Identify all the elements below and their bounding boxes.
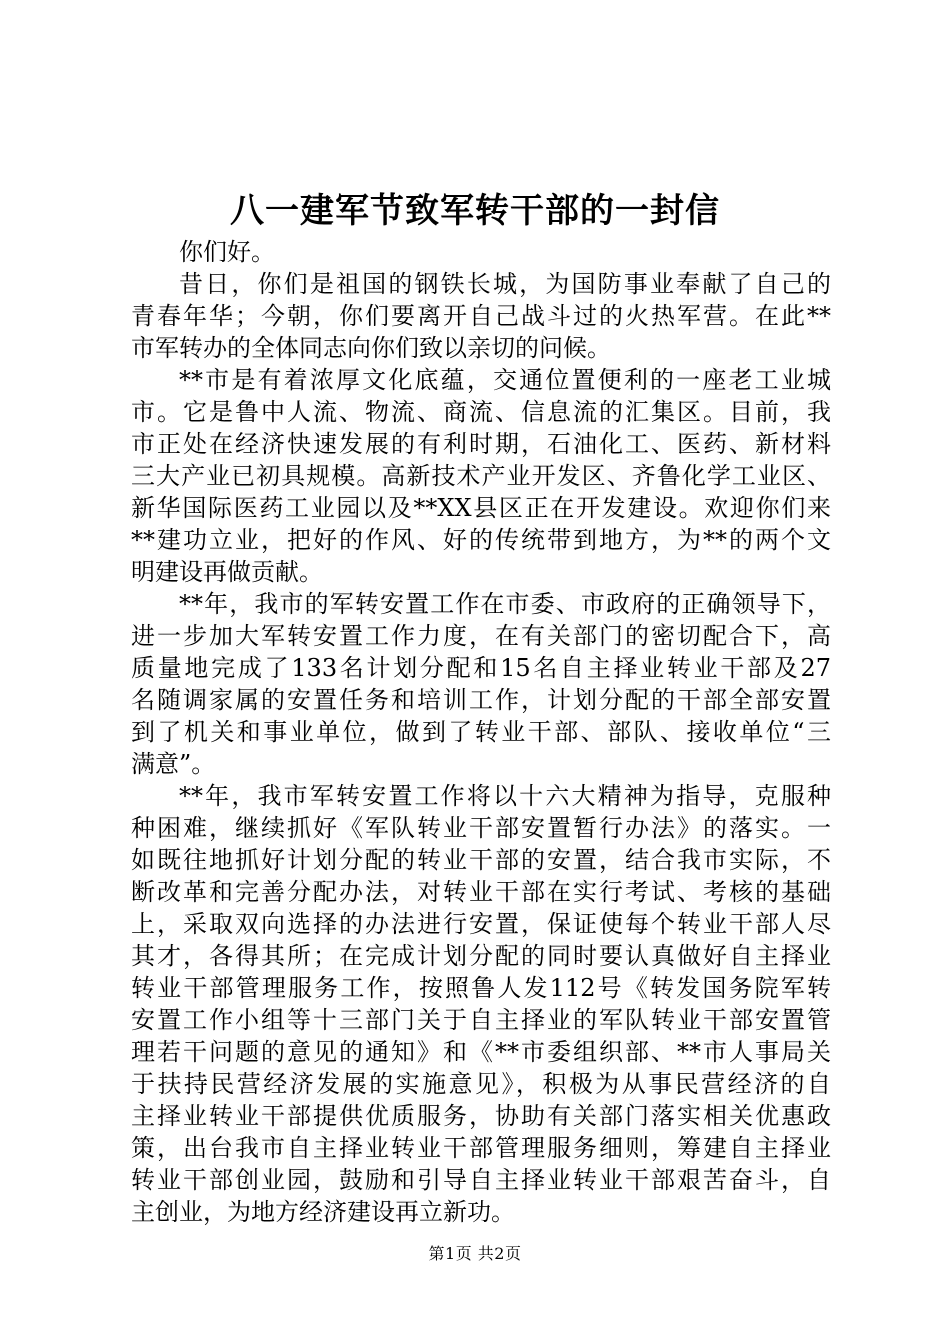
body-line: 断改革和完善分配办法，对转业干部在实行考试、考核的基础	[131, 878, 831, 906]
body-line: 到了机关和事业单位，做到了转业干部、部队、接收单位“三	[131, 718, 831, 746]
body-line: 满意”。	[131, 750, 216, 778]
body-line: 进一步加大军转安置工作力度，在有关部门的密切配合下，高	[131, 622, 831, 650]
body-line: **建功立业，把好的作风、好的传统带到地方，为**的两个文	[131, 526, 831, 554]
body-line: 昔日，你们是祖国的钢铁长城，为国防事业奉献了自己的	[179, 270, 831, 298]
body-line: **年，我市的军转安置工作在市委、市政府的正确领导下，	[179, 590, 831, 618]
body-line: 青春年华；今朝，你们要离开自己战斗过的火热军营。在此**	[131, 302, 831, 330]
body-line: 市军转办的全体同志向你们致以亲切的问候。	[131, 334, 611, 362]
body-line: **市是有着浓厚文化底蕴，交通位置便利的一座老工业城	[179, 366, 831, 394]
document-title: 八一建军节致军转干部的一封信	[230, 191, 720, 231]
body-line: 三大产业已初具规模。高新技术产业开发区、齐鲁化学工业区、	[131, 462, 831, 490]
body-line: 上，采取双向选择的办法进行安置，保证使每个转业干部人尽	[131, 910, 831, 938]
body-line: 理若干问题的意见的通知》和《**市委组织部、**市人事局关	[131, 1038, 831, 1066]
greeting-line: 你们好。	[179, 238, 275, 266]
body-line: 主择业转业干部提供优质服务，协助有关部门落实相关优惠政	[131, 1102, 831, 1130]
body-line: 如既往地抓好计划分配的转业干部的安置，结合我市实际，不	[131, 846, 831, 874]
body-line: 转业干部创业园，鼓励和引导自主择业转业干部艰苦奋斗，自	[131, 1166, 831, 1194]
body-line: 于扶持民营经济发展的实施意见》，积极为从事民营经济的自	[131, 1070, 831, 1098]
body-line: 转业干部管理服务工作，按照鲁人发112号《转发国务院军转	[131, 974, 831, 1002]
body-line: 种困难，继续抓好《军队转业干部安置暂行办法》的落实。一	[131, 814, 831, 842]
body-line: 市正处在经济快速发展的有利时期，石油化工、医药、新材料	[131, 430, 831, 458]
body-line: **年，我市军转安置工作将以十六大精神为指导，克服种	[179, 782, 831, 810]
body-line: 名随调家属的安置任务和培训工作，计划分配的干部全部安置	[131, 686, 831, 714]
body-line: 新华国际医药工业园以及**XX县区正在开发建设。欢迎你们来	[131, 494, 831, 522]
body-line: 质量地完成了133名计划分配和15名自主择业转业干部及27	[131, 654, 831, 682]
body-line: 安置工作小组等十三部门关于自主择业的军队转业干部安置管	[131, 1006, 831, 1034]
body-line: 策，出台我市自主择业转业干部管理服务细则，筹建自主择业	[131, 1134, 831, 1162]
body-line: 市。它是鲁中人流、物流、商流、信息流的汇集区。目前，我	[131, 398, 831, 426]
page-number-footer: 第1页 共2页	[428, 1244, 522, 1263]
body-line: 主创业，为地方经济建设再立新功。	[131, 1198, 515, 1226]
body-line: 明建设再做贡献。	[131, 558, 323, 586]
body-line: 其才，各得其所；在完成计划分配的同时要认真做好自主择业	[131, 942, 831, 970]
